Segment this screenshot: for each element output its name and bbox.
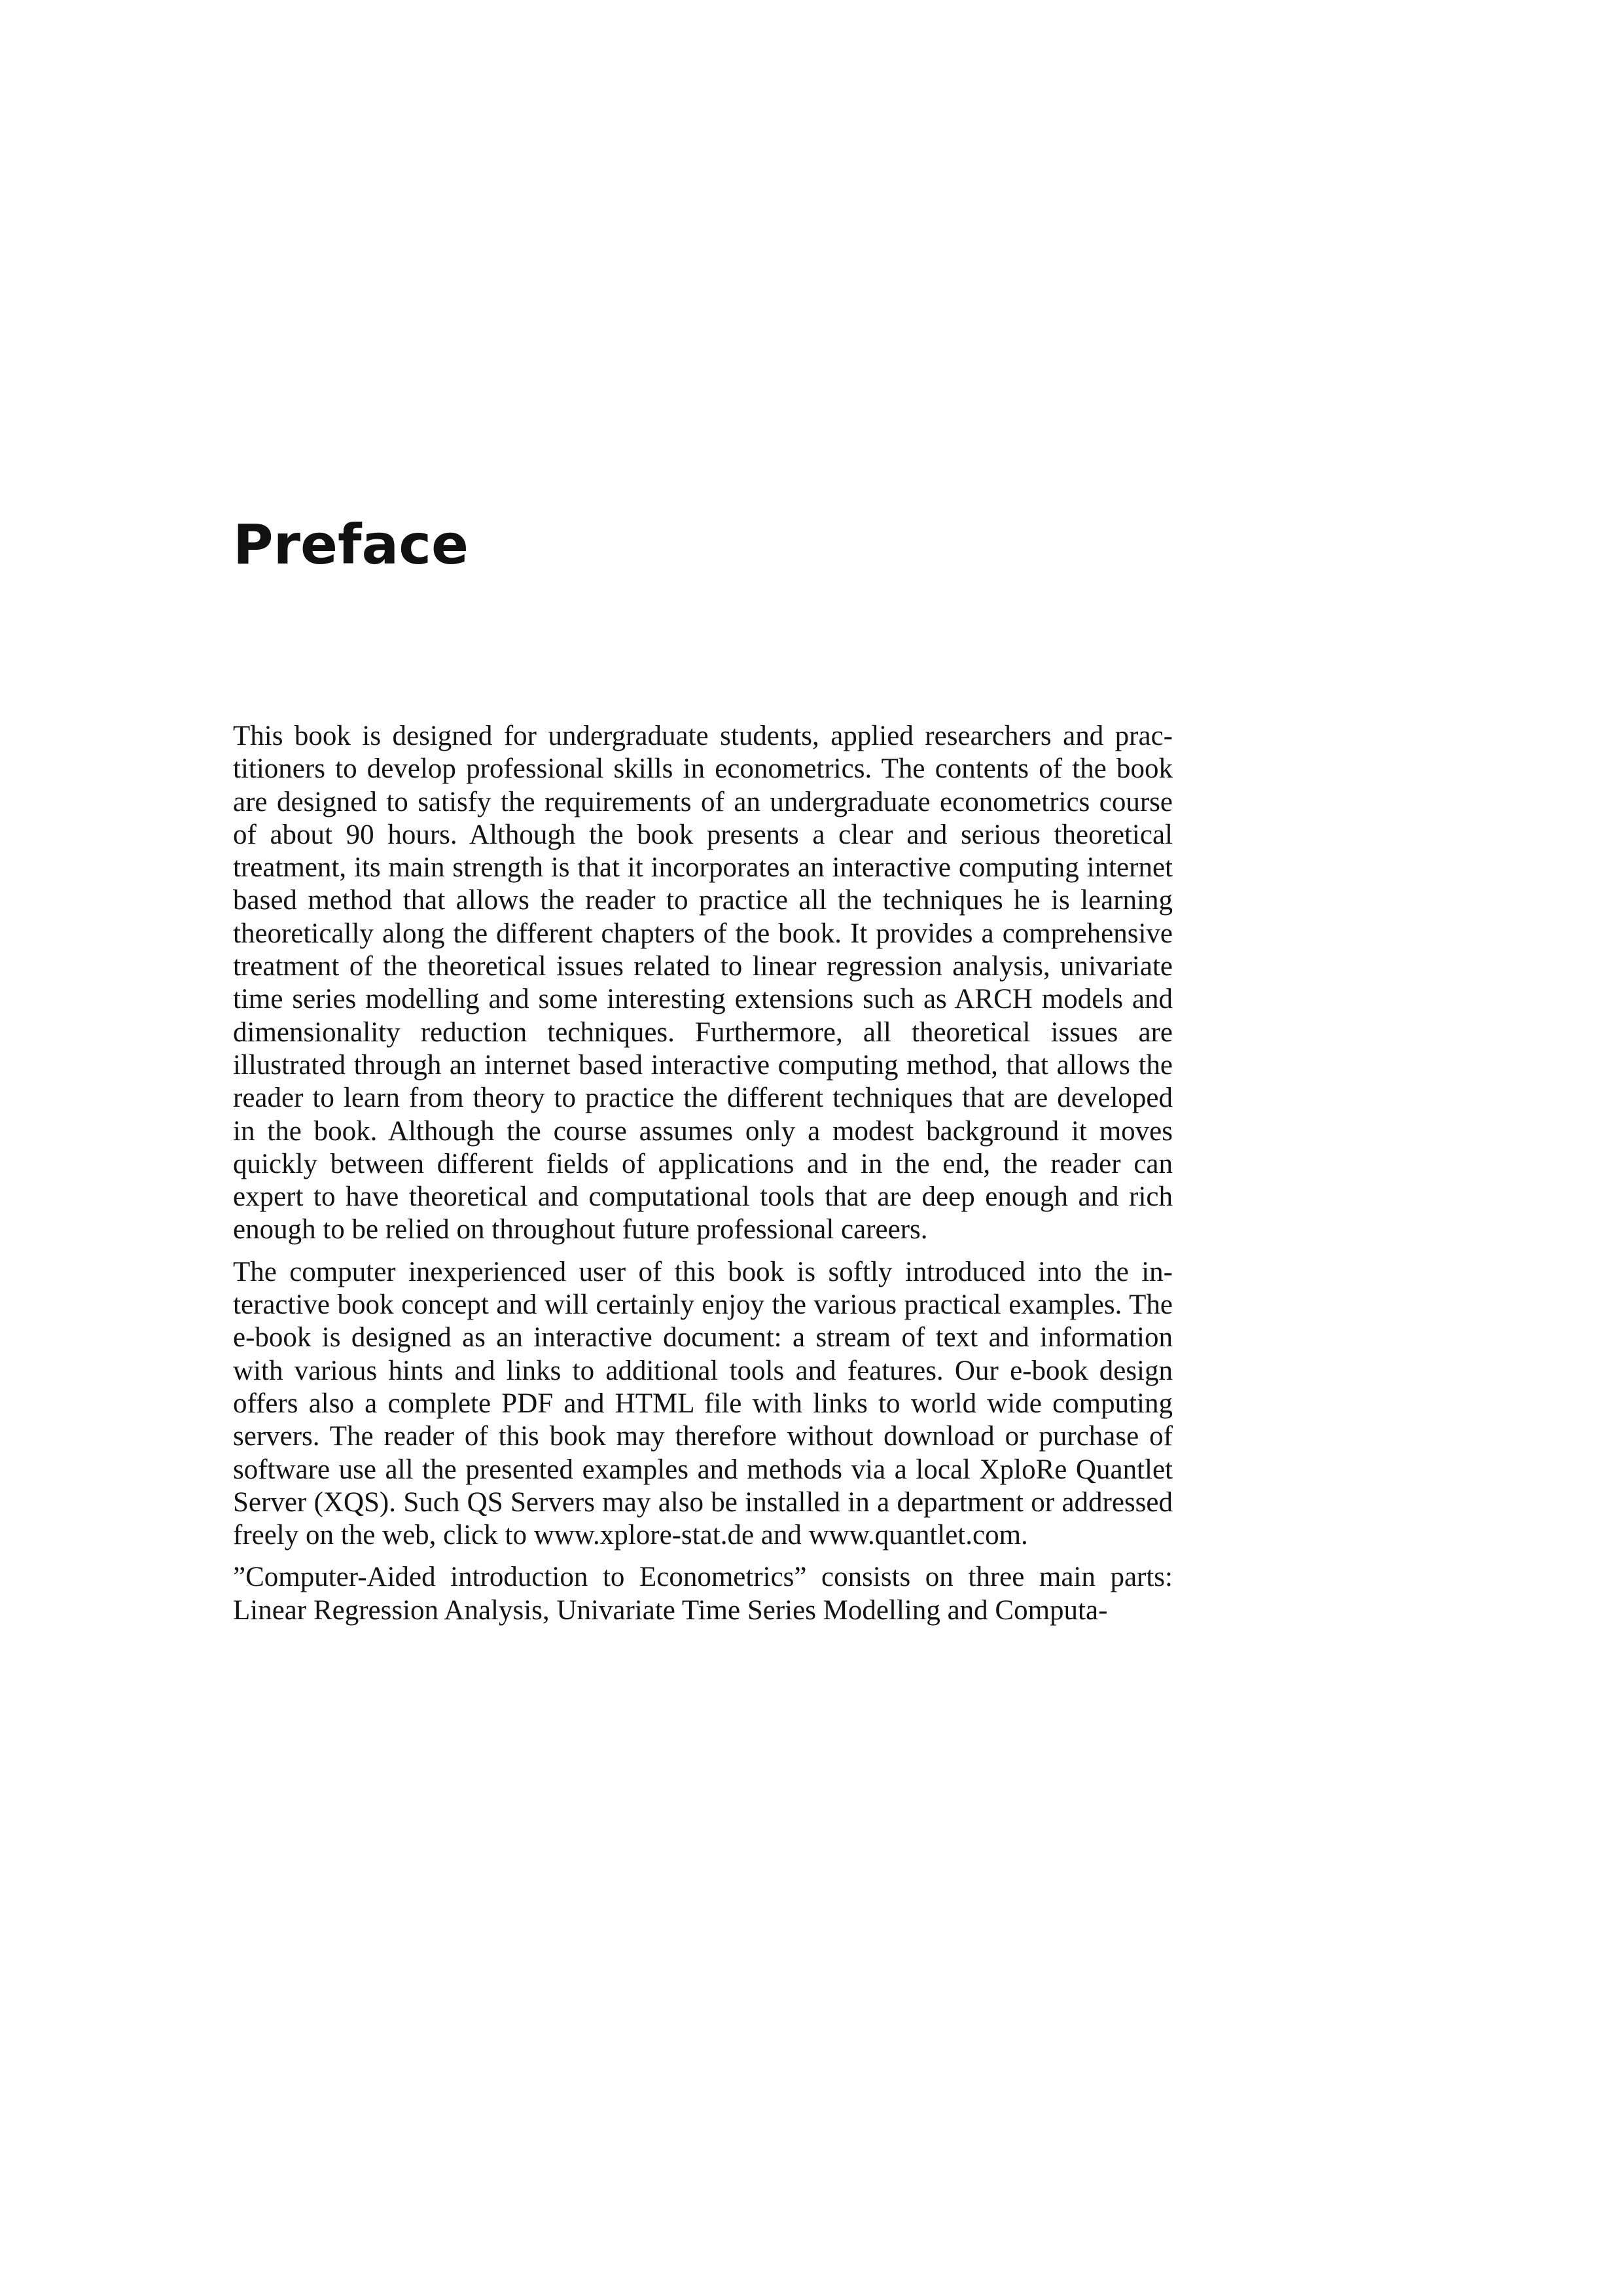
chapter-title: Preface [233, 512, 469, 577]
preface-body [233, 720, 1173, 1627]
paragraph-intro: This book is designed for undergraduate students, applied researchers and practitioners to develop professional skills in econometrics. The contents of the book are designed to satisfy the requirements of an undergraduate econometrics course of about 90 hours. Although the book presents a clear and serious theoretical treatment, its main strength is that it incorporates an interactive computing internet based method that allows the reader to practice all the techniques he is learning theoretically along the different chapters of the book. It provides a comprehensive treatment of the theoretical issues related to linear regression analysis, univariate time series modelling and some interesting extensions such as ARCH models and dimensionality reduction techniques. Furthermore, all theoretical issues are illustrated through an internet based interactive computing method, that allows the reader to learn from theory to practice the different techniques that are developed in the book. Although the course assumes only a modest background it moves quickly between different fields of applications and in the end, the reader can expert to have theoretical and computational tools that are deep enough and rich enough to be relied on throughout future professional careers. [233, 721, 1173, 1246]
paragraph-ebook: The computer inexperienced user of this book is softly introduced into the interactive book concept and will certainly enjoy the various practical examples. The e-book is designed as an interactive document: a stream of text and information with various hints and links to additional tools and features. Our e-book design offers also a complete PDF and HTML file with links to world wide computing servers. The reader of this book may therefore without download or purchase of software use all the presented examples and methods via a local XploRe Quantlet Server (XQS). Such QS Servers may also be installed in a department or addressed freely on the web, click to www.xplore-stat.de and www.quantlet.com. [233, 1256, 1173, 1551]
paragraph-structure: ”Computer-Aided introduction to Econometrics” consists on three main parts: Linear Regression Analysis, Univariate Time Series Modelling and Computa- [233, 1562, 1173, 1626]
